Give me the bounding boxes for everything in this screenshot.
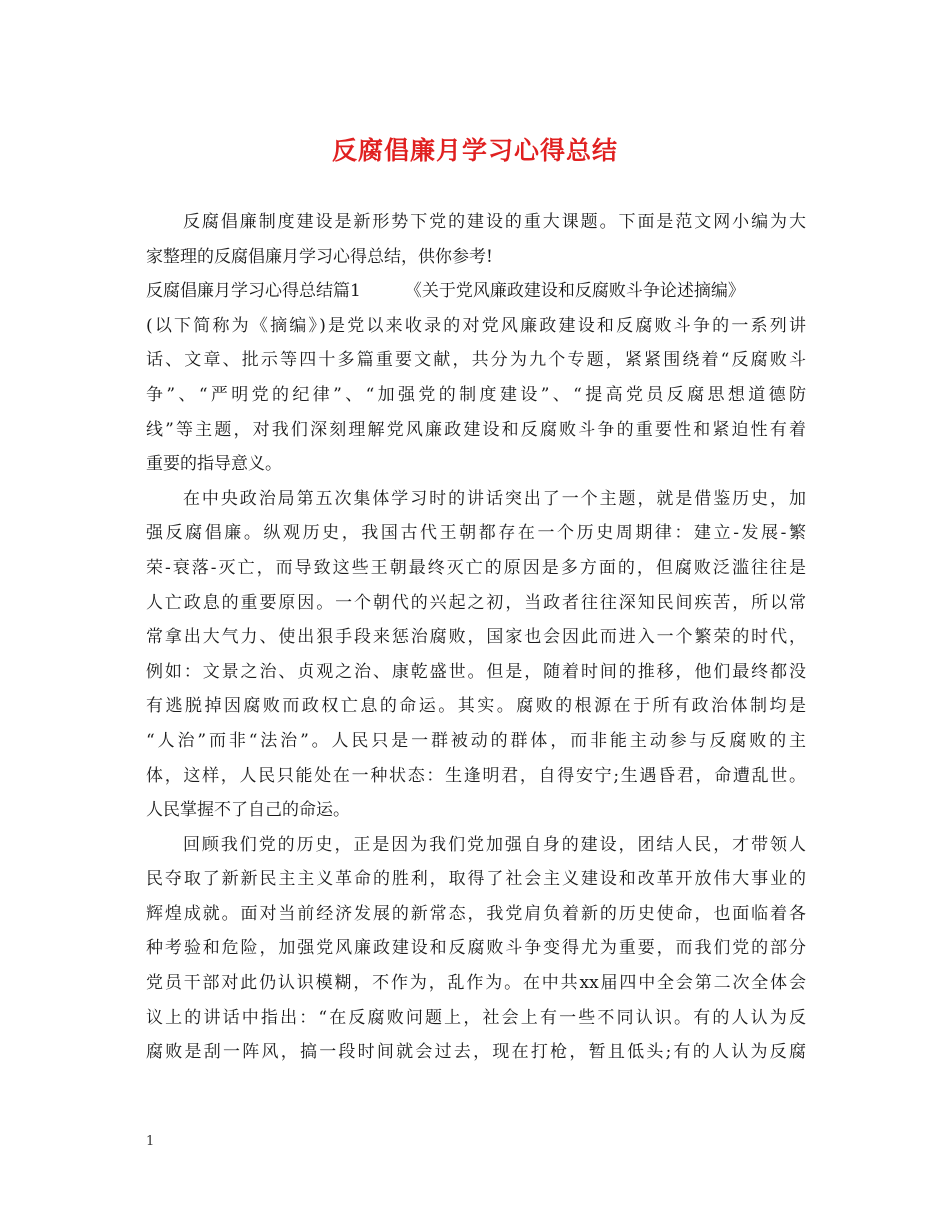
paragraph-line: 回顾我们党的历史，正是因为我们党加强自身的建设，团结人民，才带领人 <box>183 834 806 855</box>
paragraph-line: 在中央政治局第五次集体学习时的讲话突出了一个主题，就是借鉴历史，加 <box>183 488 806 509</box>
paragraph-line: 话、文章、批示等四十多篇重要文献，共分为九个专题，紧紧围绕着“反腐败斗 <box>146 350 806 371</box>
section-heading-tail: 《关于党风廉政建设和反腐败斗争论述摘编》 <box>404 281 745 302</box>
paragraph-line: 常拿出大气力、使出狠手段来惩治腐败，国家也会因此而进入一个繁荣的时代， <box>146 627 806 648</box>
paragraph-line: (以下简称为《摘编》)是党以来收录的对党风廉政建设和反腐败斗争的一系列讲 <box>146 315 806 336</box>
document-body <box>146 205 806 1070</box>
paragraph-line: 党员干部对此仍认识模糊，不作为，乱作为。在中共xx届四中全会第二次全体会 <box>146 973 806 994</box>
paragraph-line: 种考验和危险，加强党风廉政建设和反腐败斗争变得尤为重要，而我们党的部分 <box>146 938 806 959</box>
paragraph-line: 线”等主题，对我们深刻理解党风廉政建设和反腐败斗争的重要性和紧迫性有着 <box>146 419 806 440</box>
paragraph-line: 辉煌成就。面对当前经济发展的新常态，我党肩负着新的历史使命，也面临着各 <box>146 903 806 924</box>
paragraph-line: “人治”而非“法治”。人民只是一群被动的群体，而非能主动参与反腐败的主 <box>146 730 806 751</box>
paragraph-line: 荣-衰落-灭亡，而导致这些王朝最终灭亡的原因是多方面的，但腐败泛滥往往是 <box>146 557 806 578</box>
page-number: 1 <box>146 1134 155 1149</box>
section-heading: 反腐倡廉月学习心得总结篇1 <box>146 281 361 302</box>
section-heading-line <box>146 274 806 309</box>
paragraph-line: 腐败是刮一阵风，搞一段时间就会过去，现在打枪，暂且低头;有的人认为反腐 <box>146 1042 806 1063</box>
paragraph-line: 争”、“严明党的纪律”、“加强党的制度建设”、“提高党员反腐思想道德防 <box>146 384 806 405</box>
paragraph-line: 人亡政息的重要原因。一个朝代的兴起之初，当政者往往深知民间疾苦，所以常 <box>146 592 806 613</box>
paragraph-line: 议上的讲话中指出：“在反腐败问题上，社会上有一些不同认识。有的人认为反 <box>146 1007 806 1028</box>
paragraph-line: 体，这样，人民只能处在一种状态：生逢明君，自得安宁;生遇昏君，命遭乱世。 <box>146 765 806 786</box>
document-title: 反腐倡廉月学习心得总结 <box>331 136 618 165</box>
paragraph-line: 例如：文景之治、贞观之治、康乾盛世。但是，随着时间的推移，他们最终都没 <box>146 661 806 682</box>
paragraph-line: 有逃脱掉因腐败而政权亡息的命运。其实。腐败的根源在于所有政治体制均是 <box>146 696 806 717</box>
paragraph-line: 民夺取了新新民主主义革命的胜利，取得了社会主义建设和改革开放伟大事业的 <box>146 869 806 890</box>
paragraph-line: 人民掌握不了自己的命运。 <box>146 800 350 821</box>
intro-line: 反腐倡廉制度建设是新形势下党的建设的重大课题。下面是范文网小编为大 <box>183 212 806 232</box>
paragraph-line: 重要的指导意义。 <box>146 454 282 475</box>
intro-line: 家整理的反腐倡廉月学习心得总结，供你参考! <box>146 246 493 267</box>
paragraph-line: 强反腐倡廉。纵观历史，我国古代王朝都存在一个历史周期律：建立-发展-繁 <box>146 523 806 544</box>
